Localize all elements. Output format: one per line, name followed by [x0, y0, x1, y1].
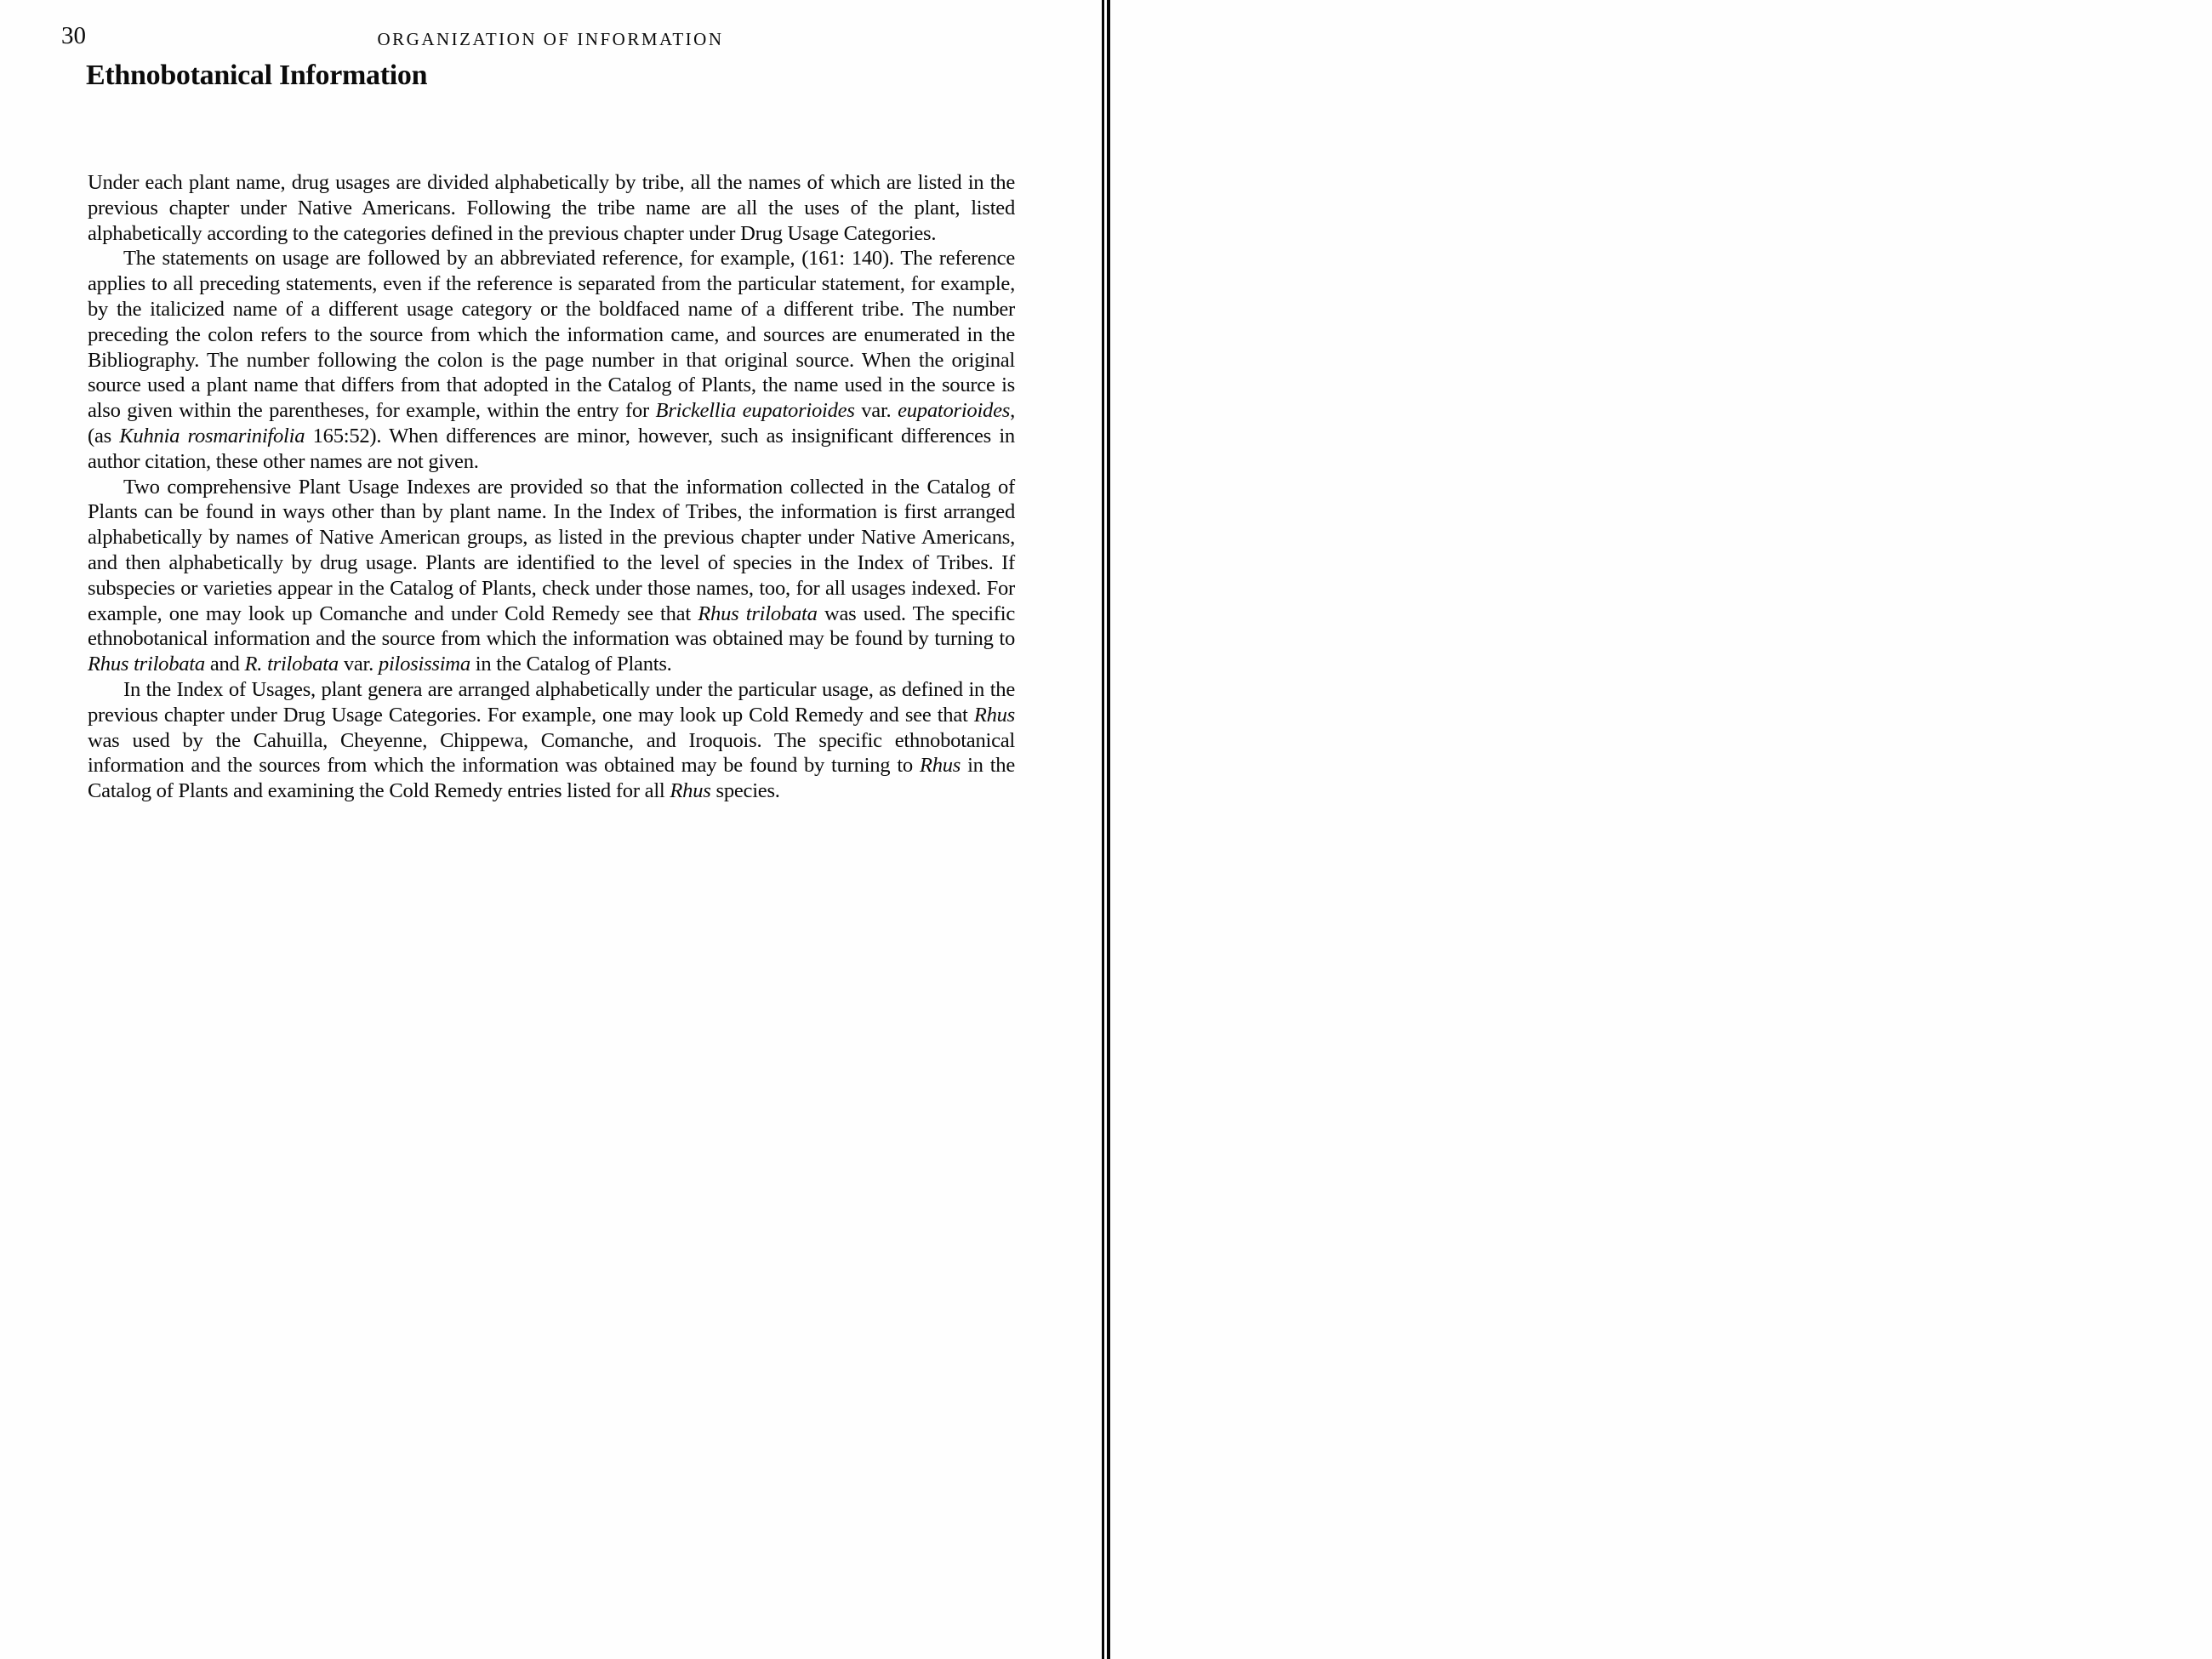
paragraph: The statements on usage are followed by an abbreviated reference, for example, (161: 140). The reference applies to all preceding statements, even if the reference is separated from the particular statement, for example, by the italicized name of a different usage category or the boldfaced name of a different tribe. The number preceding the colon refers to the source from which the information came, and sources are enumerated in the Bibliography. The number following the colon is the page number in that original source. When the original source used a plant name that differs from that adopted in the Catalog of Plants, the name used in the source is also given within the parentheses, for example, within the entry for Brickellia eupatorioides var. eupatorioides, (as Kuhnia rosmarinifolia 165:52). When differences are minor, however, such as insignificant differences in author citation, these other names are not given.: [88, 247, 1015, 473]
paragraph: Under each plant name, drug usages are divided alphabetically by tribe, all the names of which are listed in the previous chapter under Native Americans. Following the tribe name are all the uses of the plant, listed alphabetically according to the categories defined in the previous chapter under Drug Usage Categories.: [88, 171, 1015, 245]
paragraph: In the Index of Usages, plant genera are arranged alphabetically under the particular usage, as defined in the previous chapter under Drug Usage Categories. For example, one may look up Cold Remedy and see that Rhus was used by the Cahuilla, Cheyenne, Chippewa, Comanche, and Iroquois. The specific ethnobotanical information and the sources from which the information was obtained may be found by turning to Rhus in the Catalog of Plants and examining the Cold Remedy entries listed for all Rhus species.: [88, 677, 1015, 803]
running-head: ORGANIZATION OF INFORMATION: [377, 29, 724, 49]
page-right: [1110, 0, 2212, 1659]
page-number-left: 30: [61, 22, 86, 49]
section-heading: Ethnobotanical Information: [86, 60, 428, 91]
left-body-text: [88, 170, 1015, 804]
paragraph: Two comprehensive Plant Usage Indexes are provided so that the information collected in the Catalog of Plants can be found in ways other than by plant name. In the Index of Tribes, the information is first arranged alphabetically by names of Native American groups, as listed in the previous chapter under Native Americans, and then alphabetically by drug usage. Plants are identified to the level of species in the Index of Tribes. If subspecies or varieties appear in the Catalog of Plants, check under those names, too, for all usages indexed. For example, one may look up Comanche and under Cold Remedy see that Rhus trilobata was used. The specific ethnobotanical information and the source from which the information was obtained may be found by turning to Rhus trilobata and R. trilobata var. pilosissima in the Catalog of Plants.: [88, 475, 1015, 676]
page-gutter-divider: [1102, 0, 1110, 1659]
page-left: [0, 0, 1102, 1659]
